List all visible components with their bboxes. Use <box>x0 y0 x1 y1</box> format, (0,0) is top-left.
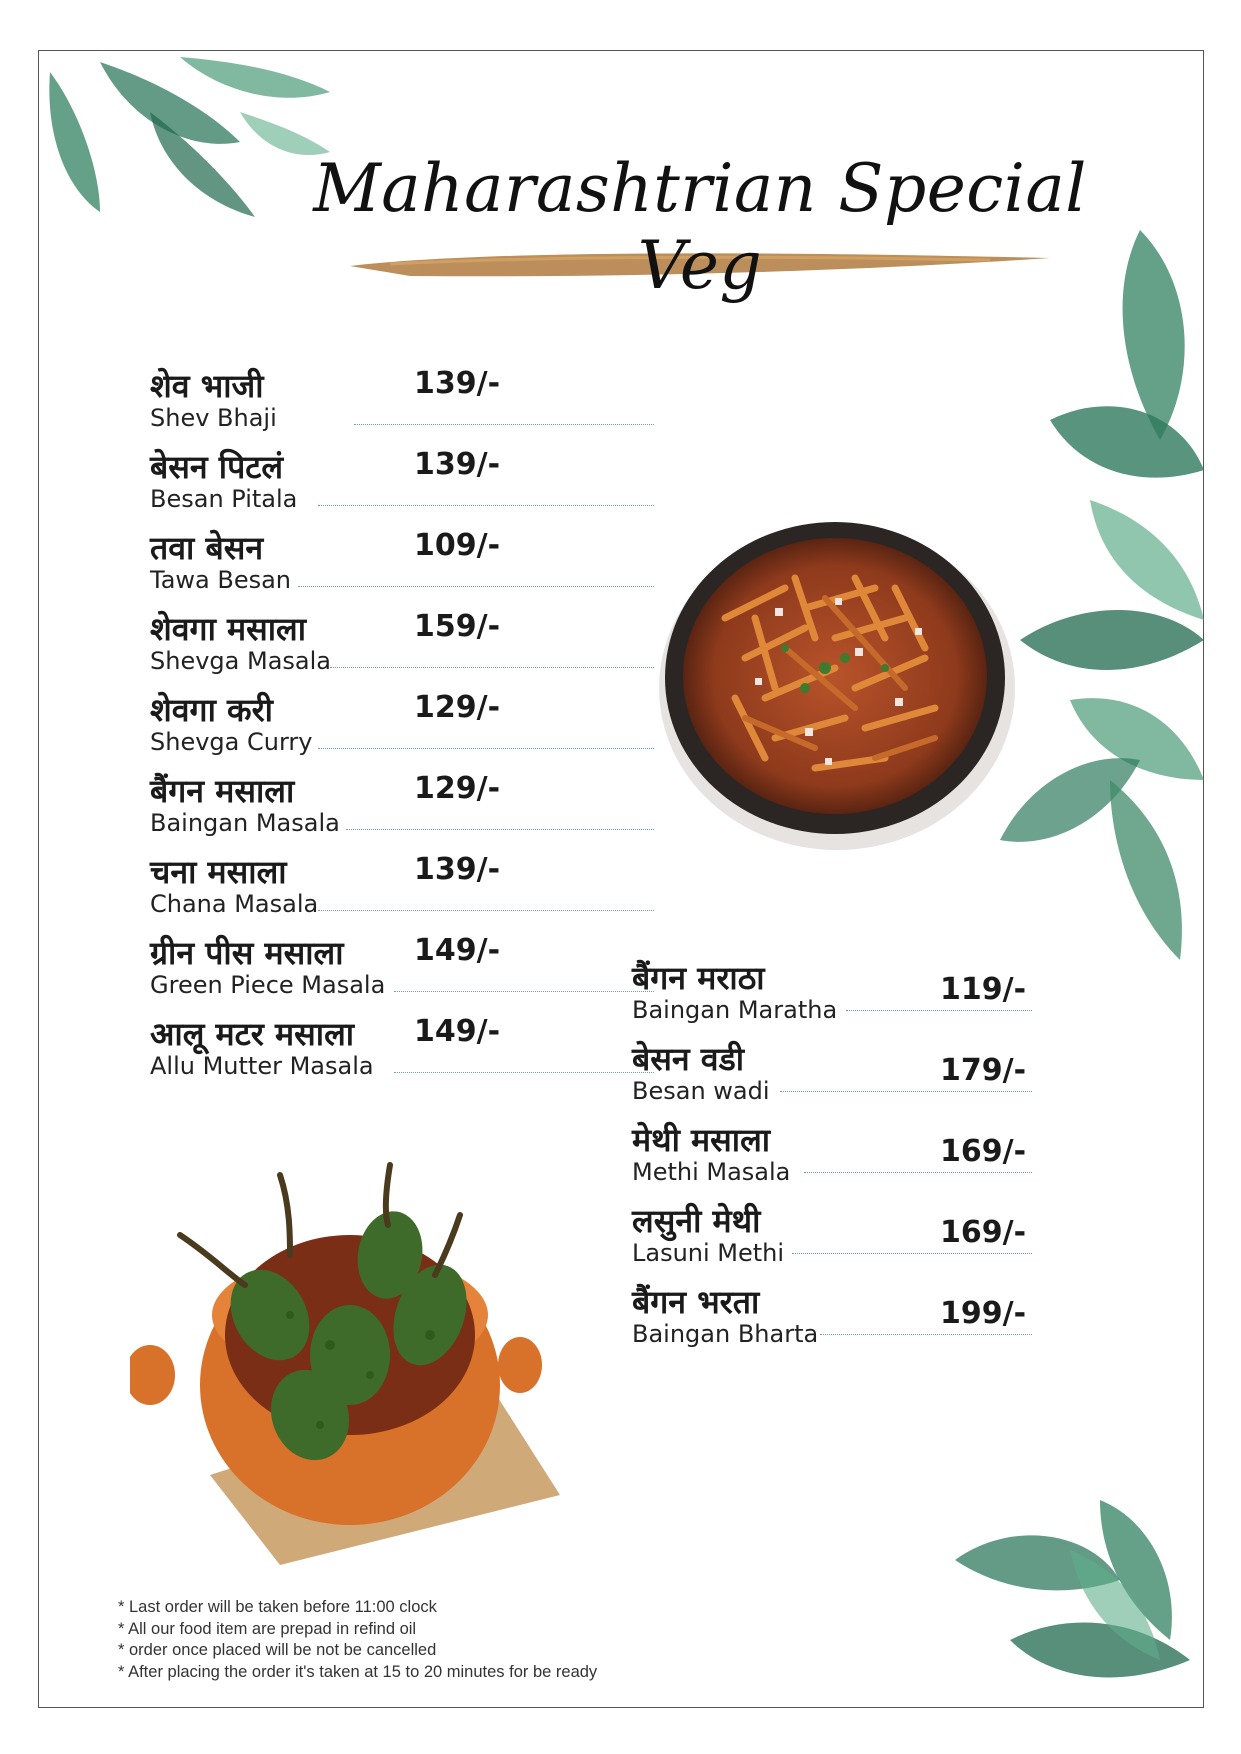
leader-dots <box>394 991 654 992</box>
item-price: 119/- <box>940 972 1027 1007</box>
leader-dots <box>346 829 654 830</box>
item-price: 139/- <box>414 366 501 401</box>
menu-title-block <box>310 150 1090 304</box>
menu-notes <box>118 1597 597 1683</box>
leaf-decoration-right <box>990 220 1204 970</box>
note-line: * All our food item are prepad in refind oil <box>118 1619 417 1638</box>
item-name-hindi: बैंगन मसाला <box>150 772 295 810</box>
menu-item <box>150 933 501 999</box>
menu-item <box>632 1202 1027 1267</box>
leader-dots <box>820 1334 1032 1335</box>
item-name-hindi: बेसन पिटलं <box>150 448 284 486</box>
menu-item <box>632 1121 1027 1186</box>
item-name-hindi: लसुनी मेथी <box>632 1202 761 1240</box>
item-name-english: Baingan Maratha <box>632 996 838 1024</box>
item-name-hindi: आलू मटर मसाला <box>150 1015 355 1053</box>
menu-item <box>150 366 501 432</box>
item-name-hindi: बैंगन मराठा <box>632 959 765 997</box>
item-price: 139/- <box>414 447 501 482</box>
leader-dots <box>846 1010 1032 1011</box>
item-price: 159/- <box>414 609 501 644</box>
menu-item <box>632 1283 1027 1348</box>
menu-item <box>150 528 501 594</box>
item-name-hindi: बैंगन भरता <box>632 1283 760 1321</box>
item-name-hindi: शेवगा करी <box>150 691 273 729</box>
leader-dots <box>394 1072 654 1073</box>
item-price: 169/- <box>940 1215 1027 1250</box>
item-name-english: Allu Mutter Masala <box>150 1052 374 1080</box>
menu-item <box>150 852 501 918</box>
menu-item <box>632 959 1027 1024</box>
item-name-english: Tawa Besan <box>150 566 292 594</box>
item-name-hindi: शेवगा मसाला <box>150 610 307 648</box>
item-name-english: Baingan Masala <box>150 809 340 837</box>
menu-item <box>150 690 501 756</box>
item-name-hindi: तवा बेसन <box>150 529 264 567</box>
leader-dots <box>792 1253 1032 1254</box>
leaf-decoration-bottom-right <box>950 1490 1204 1706</box>
item-price: 169/- <box>940 1134 1027 1169</box>
menu-item <box>632 1040 1027 1105</box>
item-name-english: Lasuni Methi <box>632 1239 785 1267</box>
leader-dots <box>298 586 654 587</box>
leader-dots <box>330 667 654 668</box>
shev-bhaji-dish-image <box>655 498 1015 858</box>
item-name-english: Green Piece Masala <box>150 971 386 999</box>
menu-item <box>150 447 501 513</box>
item-price: 149/- <box>414 1014 501 1049</box>
item-name-english: Shevga Masala <box>150 647 331 675</box>
item-name-english: Besan Pitala <box>150 485 298 513</box>
item-name-hindi: चना मसाला <box>150 853 287 891</box>
baingan-masala-dish-image <box>130 1135 570 1575</box>
item-name-english: Methi Masala <box>632 1158 791 1186</box>
item-name-english: Shevga Curry <box>150 728 313 756</box>
item-name-english: Chana Masala <box>150 890 319 918</box>
leader-dots <box>804 1172 1032 1173</box>
note-line: * After placing the order it's taken at 15 to 20 minutes for be ready <box>118 1662 598 1681</box>
leader-dots <box>780 1091 1032 1092</box>
item-price: 179/- <box>940 1053 1027 1088</box>
item-name-hindi: शेव भाजी <box>150 367 264 405</box>
note-line: * Last order will be taken before 11:00 clock <box>118 1598 437 1616</box>
item-price: 139/- <box>414 852 501 887</box>
item-price: 109/- <box>414 528 501 563</box>
item-name-hindi: ग्रीन पीस मसाला <box>150 934 344 972</box>
item-name-english: Shev Bhaji <box>150 404 277 432</box>
item-price: 149/- <box>414 933 501 968</box>
leader-dots <box>354 424 654 425</box>
item-price: 199/- <box>940 1296 1027 1331</box>
item-price: 129/- <box>414 690 501 725</box>
item-name-english: Besan wadi <box>632 1077 770 1105</box>
leader-dots <box>318 748 654 749</box>
leader-dots <box>318 505 654 506</box>
item-name-english: Baingan Bharta <box>632 1320 819 1348</box>
menu-item <box>150 1014 501 1080</box>
leader-dots <box>318 910 654 911</box>
menu-item <box>150 771 501 837</box>
menu-item <box>150 609 501 675</box>
item-price: 129/- <box>414 771 501 806</box>
page-title: Maharashtrian Special Veg <box>313 150 1087 304</box>
item-name-hindi: मेथी मसाला <box>632 1121 771 1159</box>
item-name-hindi: बेसन वडी <box>632 1040 745 1078</box>
note-line: * order once placed will be not be cancelled <box>118 1641 437 1659</box>
